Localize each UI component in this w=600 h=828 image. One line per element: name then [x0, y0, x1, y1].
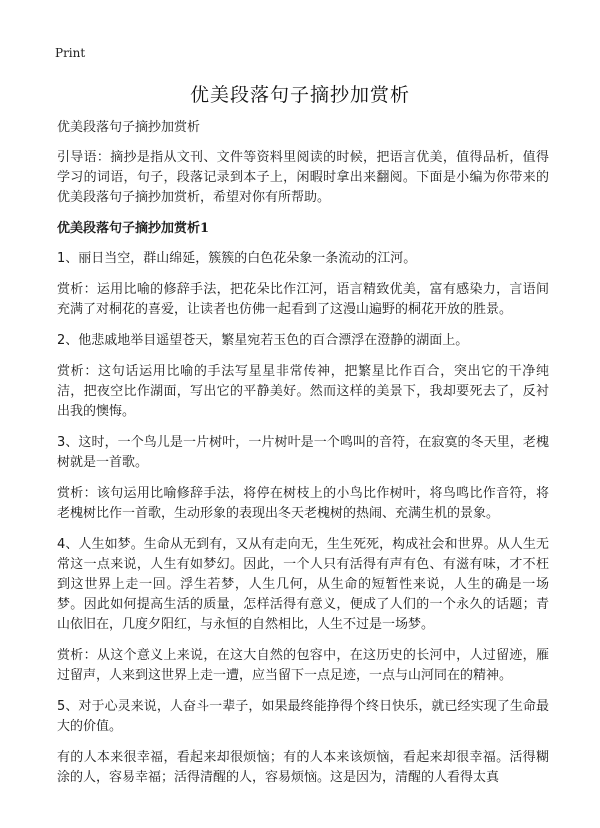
- print-link[interactable]: Print: [55, 46, 86, 60]
- article-subtitle: 优美段落句子摘抄加赏析: [57, 120, 201, 135]
- paragraph: 赏析：运用比喻的修辞手法，把花朵比作江河，语言精致优美，富有感染力，言语间充满了对桐花的喜爱，让读者也仿佛一起看到了这漫山遍野的桐花开放的胜景。: [57, 282, 549, 317]
- page-title: 优美段落句子摘抄加赏析: [189, 84, 410, 106]
- section-heading: 优美段落句子摘抄加赏析1: [57, 221, 210, 236]
- paragraph: 赏析：从这个意义上来说，在这大自然的包容中，在这历史的长河中，人过留迹，雁过留声，人来到这世界上走一遭，应当留下一点足迹，一点与山河同在的精神。: [57, 648, 549, 683]
- paragraph: 1、丽日当空，群山绵延，簇簇的白色花朵象一条流动的江河。: [57, 251, 417, 266]
- article-body: [57, 118, 549, 799]
- paragraph: 有的人本来很幸福，看起来却很烦恼；有的人本来该烦恼，看起来却很幸福。活得糊涂的人，容易幸福；活得清醒的人，容易烦恼。这是因为，清醒的人看得太真: [57, 750, 549, 785]
- paragraph: 赏析：该句运用比喻修辞手法，将停在树枝上的小鸟比作树叶，将鸟鸣比作音符，将老槐树比作一首歌，生动形象的表现出冬天老槐树的热闹、充满生机的景象。: [57, 486, 549, 521]
- paragraph: 4、人生如梦。生命从无到有，又从有走向无，生生死死，构成社会和世界。从人生无常这一点来说，人生有如梦幻。因此，一个人只有活得有声有色、有滋有味，才不枉到这世界上走一回。浮生若梦，人生几何，从生命的短暂性来说，人生的确是一场梦。因此如何提高生活的质量，怎样活得有意义，便成了人们的一个永久的话题；青山依旧在，几度夕阳红，与永恒的自然相比，人生不过是一场梦。: [57, 537, 549, 632]
- paragraph: 5、对于心灵来说，人奋斗一辈子，如果最终能挣得个终日快乐，就已经实现了生命最大的价值。: [57, 699, 549, 734]
- intro-paragraph: 引导语：摘抄是指从文刊、文件等资料里阅读的时候，把语言优美，值得品析，值得学习的词语，句子，段落记录到本子上，闲暇时拿出来翻阅。下面是小编为你带来的优美段落句子摘抄加赏析，希望对你有所帮助。: [57, 150, 549, 205]
- paragraph: 赏析：这句话运用比喻的手法写星星非常传神，把繁星比作百合，突出它的干净纯洁，把夜空比作湖面，写出它的平静美好。然而这样的美景下，我却要死去了，反衬出我的懊悔。: [57, 364, 549, 419]
- paragraph: 2、他悲戚地举目遥望苍天，繁星宛若玉色的百合漂浮在澄静的湖面上。: [57, 333, 469, 348]
- paragraph: 3、这时，一个鸟儿是一片树叶，一片树叶是一个鸣叫的音符，在寂寞的冬天里，老槐树就是一首歌。: [57, 435, 549, 470]
